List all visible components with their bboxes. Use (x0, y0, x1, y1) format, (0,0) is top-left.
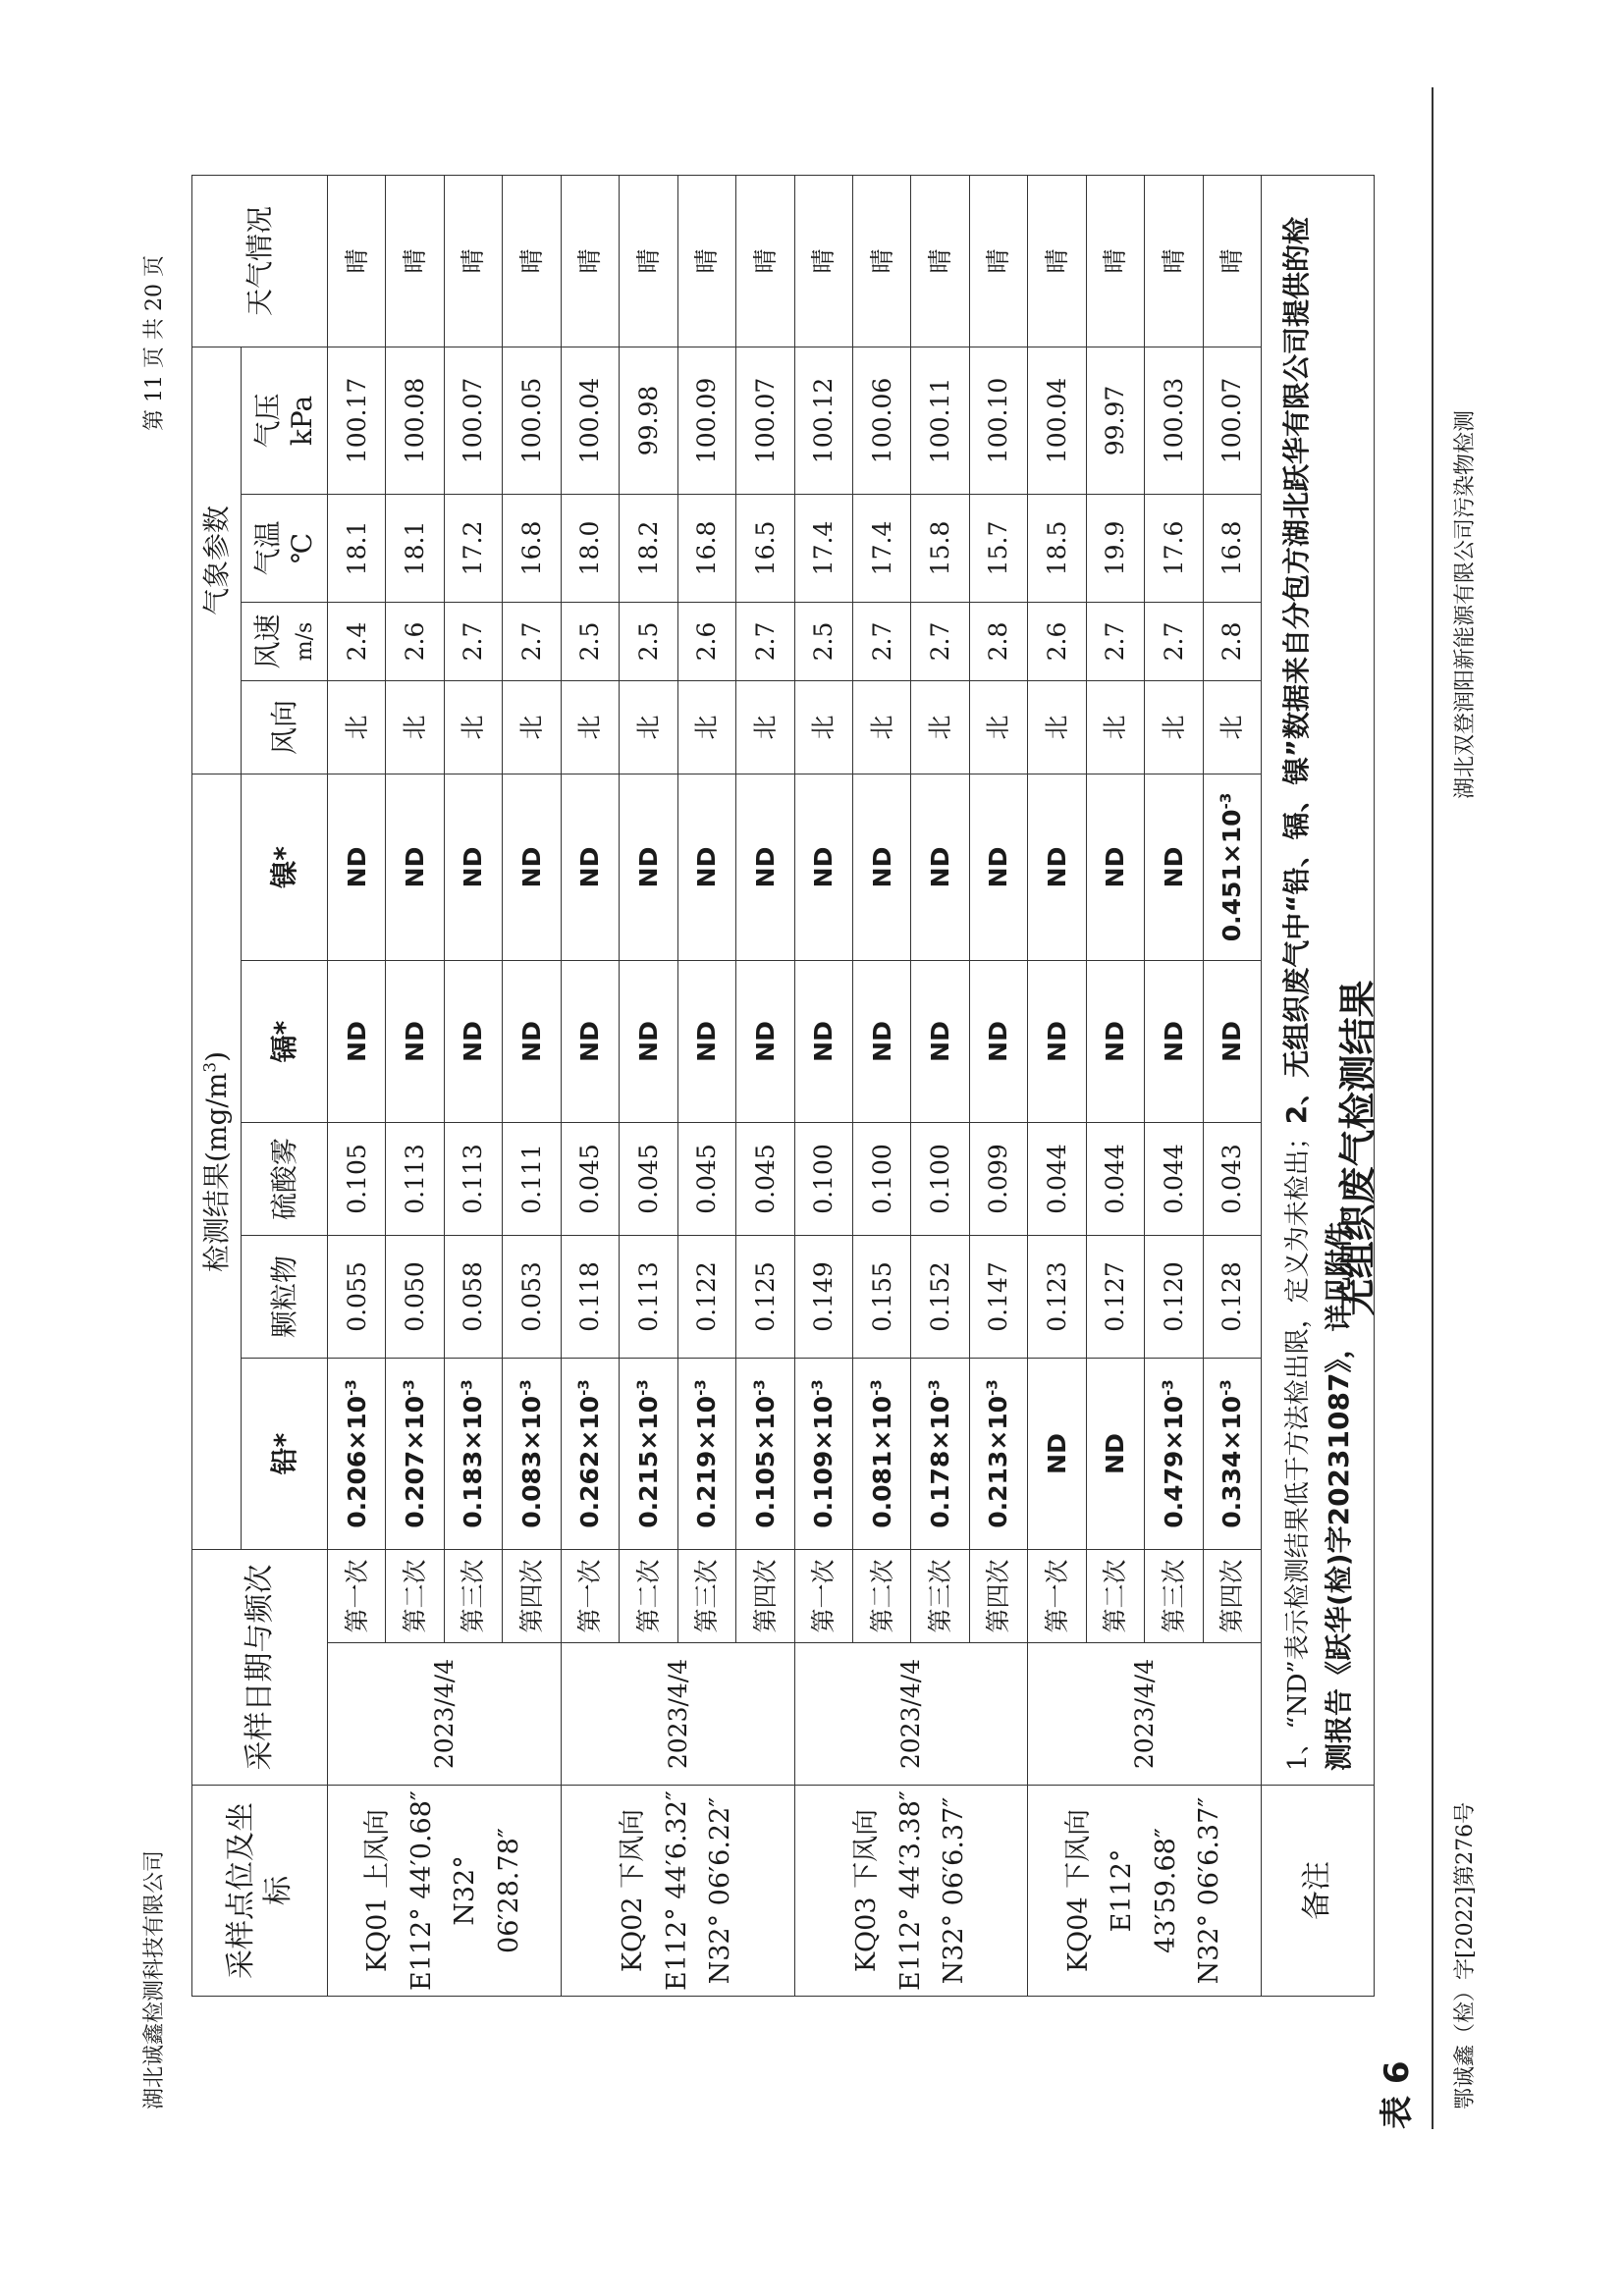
lead-mantissa: 0.206×10 (342, 1395, 371, 1528)
weather-value: 晴 (328, 175, 386, 347)
wind-speed-value: 2.7 (503, 602, 561, 680)
lead-mantissa: 0.207×10 (401, 1395, 430, 1528)
cadmium-value: ND (444, 961, 502, 1123)
weather-value: 晴 (1086, 175, 1144, 347)
wind-speed-value: 2.6 (677, 602, 735, 680)
sampling-point-lon: E112° 43′59.68″ (1107, 1828, 1181, 1953)
sampling-point-name: KQ02 下风向 (618, 1808, 649, 1973)
lead-value (1028, 1359, 1086, 1550)
nickel-mantissa: ND (1042, 846, 1071, 888)
nickel-mantissa: 0.451×10 (1217, 809, 1247, 942)
nickel-mantissa: ND (984, 846, 1013, 888)
particulate-value: 0.128 (1203, 1236, 1261, 1359)
footer-page-number: 第 11 页 共 20 页 (142, 255, 167, 431)
sulfuric-acid-value: 0.111 (503, 1123, 561, 1236)
weather-value: 晴 (1028, 175, 1086, 347)
pressure-value: 100.04 (561, 347, 619, 494)
temperature-value: 18.2 (620, 494, 677, 602)
table-row (1028, 175, 1086, 1996)
nickel-mantissa: ND (633, 846, 663, 888)
nickel-mantissa: ND (692, 846, 722, 888)
cadmium-value: ND (561, 961, 619, 1123)
col-wind-dir: 风向 (242, 680, 328, 774)
wind-direction-value: 北 (794, 680, 852, 774)
temperature-value: 15.7 (969, 494, 1027, 602)
lead-value (852, 1359, 910, 1550)
cadmium-value: ND (1086, 961, 1144, 1123)
results-table (191, 175, 1375, 1997)
temperature-value: 18.0 (561, 494, 619, 602)
wind-direction-value: 北 (1203, 680, 1261, 774)
wind-direction-value: 北 (561, 680, 619, 774)
frequency-cell: 第三次 (1145, 1550, 1203, 1643)
weather-value: 晴 (736, 175, 794, 347)
cadmium-value: ND (386, 961, 444, 1123)
col-location: 采样点位及坐标 (192, 1786, 328, 1997)
pressure-value: 100.17 (328, 347, 386, 494)
sulfuric-acid-value: 0.100 (794, 1123, 852, 1236)
nickel-mantissa: ND (1101, 846, 1130, 888)
temperature-value: 16.8 (1203, 494, 1261, 602)
lead-value (1203, 1359, 1261, 1550)
wind-speed-value: 2.5 (794, 602, 852, 680)
lead-value (969, 1359, 1027, 1550)
particulate-value: 0.053 (503, 1236, 561, 1359)
nickel-mantissa: ND (342, 846, 371, 888)
lead-mantissa: ND (1042, 1433, 1071, 1474)
lead-exponent: -3 (750, 1379, 769, 1396)
temperature-value: 15.8 (911, 494, 969, 602)
cadmium-value: ND (852, 961, 910, 1123)
wind-speed-value: 2.8 (1203, 602, 1261, 680)
nickel-value (386, 774, 444, 960)
sampling-point-lon: E112° 44′3.38″ (894, 1789, 926, 1992)
sampling-point (1028, 1786, 1262, 1997)
wind-direction-value: 北 (736, 680, 794, 774)
nickel-value (1145, 774, 1203, 960)
particulate-value: 0.155 (852, 1236, 910, 1359)
report-number: 鄂诚鑫（检）字[2022]第276号 (1453, 1801, 1478, 2109)
particulate-value: 0.050 (386, 1236, 444, 1359)
sampling-point-lat: N32° 06′6.37″ (1194, 1796, 1225, 1985)
lead-exponent: -3 (400, 1379, 418, 1396)
col-pressure: 气压 kPa (242, 347, 328, 494)
sampling-point-name: KQ04 下风向 (1062, 1808, 1094, 1973)
nickel-value (561, 774, 619, 960)
temperature-value: 18.1 (328, 494, 386, 602)
cadmium-value: ND (1028, 961, 1086, 1123)
pressure-value: 100.12 (794, 347, 852, 494)
nickel-mantissa: ND (401, 846, 430, 888)
wind-direction-value: 北 (969, 680, 1027, 774)
lead-mantissa: 0.081×10 (867, 1395, 896, 1528)
sulfuric-acid-value: 0.100 (852, 1123, 910, 1236)
wind-direction-value: 北 (677, 680, 735, 774)
weather-value: 晴 (911, 175, 969, 347)
pressure-value: 99.97 (1086, 347, 1144, 494)
sulfuric-acid-value: 0.113 (386, 1123, 444, 1236)
table-label: 表 6 (1378, 2060, 1417, 2129)
lead-value (620, 1359, 677, 1550)
weather-value: 晴 (1145, 175, 1203, 347)
particulate-value: 0.127 (1086, 1236, 1144, 1359)
lead-exponent: -3 (867, 1379, 886, 1396)
particulate-value: 0.147 (969, 1236, 1027, 1359)
lead-value (444, 1359, 502, 1550)
weather-value: 晴 (386, 175, 444, 347)
results-body (328, 175, 1262, 1996)
sulfuric-acid-value: 0.044 (1145, 1123, 1203, 1236)
remarks-label: 备注 (1262, 1786, 1375, 1997)
nickel-value (1086, 774, 1144, 960)
nickel-mantissa: ND (925, 846, 954, 888)
col-results-group: 检测结果$(mg/m^3)$ (192, 774, 242, 1549)
weather-value: 晴 (794, 175, 852, 347)
lead-exponent: -3 (984, 1379, 1002, 1396)
sampling-date: 2023/4/4 (561, 1643, 794, 1786)
col-wind-speed: 风速 m/s (242, 602, 328, 680)
nickel-value (969, 774, 1027, 960)
wind-direction-value: 北 (911, 680, 969, 774)
pressure-value: 100.07 (736, 347, 794, 494)
nickel-mantissa: ND (867, 846, 896, 888)
lead-mantissa: 0.105×10 (750, 1395, 780, 1528)
table-row (794, 175, 852, 1996)
cadmium-value: ND (1203, 961, 1261, 1123)
sulfuric-acid-value: 0.045 (736, 1123, 794, 1236)
pressure-value: 100.04 (1028, 347, 1086, 494)
table-title: 无组织废气检测结果 (1335, 980, 1380, 1316)
cadmium-value: ND (1145, 961, 1203, 1123)
table-row (328, 175, 386, 1996)
weather-value: 晴 (444, 175, 502, 347)
frequency-cell: 第三次 (911, 1550, 969, 1643)
sampling-point-lon: E112° 44′6.32″ (661, 1789, 692, 1992)
sulfuric-acid-value: 0.045 (561, 1123, 619, 1236)
weather-value: 晴 (969, 175, 1027, 347)
cadmium-value: ND (911, 961, 969, 1123)
wind-speed-value: 2.5 (620, 602, 677, 680)
wind-direction-value: 北 (1028, 680, 1086, 774)
sulfuric-acid-value: 0.113 (444, 1123, 502, 1236)
cadmium-value: ND (503, 961, 561, 1123)
wind-direction-value: 北 (1145, 680, 1203, 774)
cadmium-value: ND (794, 961, 852, 1123)
wind-direction-value: 北 (444, 680, 502, 774)
lead-value (677, 1359, 735, 1550)
temperature-value: 18.1 (386, 494, 444, 602)
wind-speed-value: 2.7 (911, 602, 969, 680)
wind-speed-value: 2.8 (969, 602, 1027, 680)
lead-mantissa: 0.215×10 (633, 1395, 663, 1528)
sulfuric-acid-value: 0.099 (969, 1123, 1027, 1236)
col-date-freq: 采样日期与频次 (192, 1550, 328, 1786)
cadmium-value: ND (736, 961, 794, 1123)
nickel-value (852, 774, 910, 960)
particulate-value: 0.125 (736, 1236, 794, 1359)
sampling-point-lat: N32° 06′6.22″ (705, 1796, 736, 1985)
lead-exponent: -3 (342, 1379, 360, 1396)
temperature-value: 19.9 (1086, 494, 1144, 602)
frequency-cell: 第三次 (677, 1550, 735, 1643)
header-divider (1432, 87, 1434, 2129)
lead-exponent: -3 (459, 1379, 477, 1396)
wind-direction-value: 北 (386, 680, 444, 774)
sulfuric-acid-value: 0.044 (1086, 1123, 1144, 1236)
client-name: 湖北双登润阳新能源有限公司污染物检测 (1453, 409, 1478, 799)
particulate-value: 0.120 (1145, 1236, 1203, 1359)
weather-value: 晴 (561, 175, 619, 347)
particulate-value: 0.122 (677, 1236, 735, 1359)
wind-speed-value: 2.4 (328, 602, 386, 680)
nickel-value (736, 774, 794, 960)
frequency-cell: 第三次 (444, 1550, 502, 1643)
sampling-date: 2023/4/4 (794, 1643, 1028, 1786)
lead-exponent: -3 (925, 1379, 944, 1396)
sulfuric-acid-value: 0.044 (1028, 1123, 1086, 1236)
lead-value (794, 1359, 852, 1550)
pressure-value: 100.10 (969, 347, 1027, 494)
pressure-value: 100.08 (386, 347, 444, 494)
temperature-value: 16.5 (736, 494, 794, 602)
nickel-mantissa: ND (459, 846, 488, 888)
col-met-group: 气象参数 (192, 347, 242, 774)
sampling-date: 2023/4/4 (1028, 1643, 1262, 1786)
particulate-value: 0.113 (620, 1236, 677, 1359)
nickel-mantissa: ND (1159, 846, 1188, 888)
temperature-value: 16.8 (503, 494, 561, 602)
nickel-value (328, 774, 386, 960)
wind-speed-value: 2.7 (444, 602, 502, 680)
wind-direction-value: 北 (852, 680, 910, 774)
table-row (561, 175, 619, 1996)
nickel-mantissa: ND (809, 846, 839, 888)
particulate-value: 0.058 (444, 1236, 502, 1359)
lead-exponent: -3 (516, 1379, 535, 1396)
lead-exponent: -3 (575, 1379, 594, 1396)
lead-exponent: -3 (633, 1379, 652, 1396)
weather-value: 晴 (1203, 175, 1261, 347)
particulate-value: 0.123 (1028, 1236, 1086, 1359)
frequency-cell: 第四次 (736, 1550, 794, 1643)
lead-exponent: -3 (1159, 1379, 1177, 1396)
sampling-date: 2023/4/4 (328, 1643, 562, 1786)
nickel-value (503, 774, 561, 960)
sampling-point (328, 1786, 562, 1997)
cadmium-value: ND (328, 961, 386, 1123)
footer-company: 湖北诚鑫检测科技有限公司 (142, 1849, 167, 2109)
remarks-text: 1、“ND”表示检测结果低于方法检出限，定义为未检出；2、无组织废气中“铅、镉、镍”数据来自分包方湖北跃华有限公司提供的检 测报告《跃华(检)字20231087》，详见附件。 (1262, 175, 1375, 1785)
lead-value (503, 1359, 561, 1550)
sulfuric-acid-value: 0.045 (677, 1123, 735, 1236)
temperature-value: 17.4 (852, 494, 910, 602)
wind-speed-value: 2.6 (386, 602, 444, 680)
wind-speed-value: 2.7 (1145, 602, 1203, 680)
frequency-cell: 第一次 (794, 1550, 852, 1643)
particulate-value: 0.149 (794, 1236, 852, 1359)
wind-direction-value: 北 (620, 680, 677, 774)
lead-mantissa: 0.262×10 (575, 1395, 605, 1528)
frequency-cell: 第一次 (561, 1550, 619, 1643)
wind-speed-value: 2.7 (852, 602, 910, 680)
nickel-value (1028, 774, 1086, 960)
lead-mantissa: 0.219×10 (692, 1395, 722, 1528)
sulfuric-acid-value: 0.100 (911, 1123, 969, 1236)
weather-value: 晴 (503, 175, 561, 347)
lead-exponent: -3 (808, 1379, 827, 1396)
sampling-point (561, 1786, 794, 1997)
frequency-cell: 第二次 (1086, 1550, 1144, 1643)
frequency-cell: 第一次 (1028, 1550, 1086, 1643)
temperature-value: 18.5 (1028, 494, 1086, 602)
wind-speed-value: 2.6 (1028, 602, 1086, 680)
cadmium-value: ND (969, 961, 1027, 1123)
weather-value: 晴 (852, 175, 910, 347)
lead-value (736, 1359, 794, 1550)
nickel-value (444, 774, 502, 960)
pressure-value: 100.09 (677, 347, 735, 494)
pressure-value: 100.07 (444, 347, 502, 494)
nickel-value (1203, 774, 1261, 960)
pressure-value: 100.03 (1145, 347, 1203, 494)
cadmium-value: ND (620, 961, 677, 1123)
wind-direction-value: 北 (1086, 680, 1144, 774)
nickel-value (794, 774, 852, 960)
sampling-point (794, 1786, 1028, 1997)
pressure-value: 100.05 (503, 347, 561, 494)
frequency-cell: 第二次 (620, 1550, 677, 1643)
particulate-value: 0.055 (328, 1236, 386, 1359)
col-lead: 铅* (242, 1359, 328, 1550)
pressure-value: 100.07 (1203, 347, 1261, 494)
weather-value: 晴 (620, 175, 677, 347)
col-nickel: 镍* (242, 774, 328, 960)
frequency-cell: 第二次 (852, 1550, 910, 1643)
pressure-value: 100.11 (911, 347, 969, 494)
wind-direction-value: 北 (328, 680, 386, 774)
wind-speed-value: 2.7 (1086, 602, 1144, 680)
particulate-value: 0.152 (911, 1236, 969, 1359)
frequency-cell: 第四次 (969, 1550, 1027, 1643)
lead-mantissa: 0.109×10 (809, 1395, 839, 1528)
wind-direction-value: 北 (503, 680, 561, 774)
temperature-value: 17.2 (444, 494, 502, 602)
sulfuric-acid-value: 0.105 (328, 1123, 386, 1236)
sulfuric-acid-value: 0.045 (620, 1123, 677, 1236)
col-cadmium: 镉* (242, 961, 328, 1123)
temperature-value: 16.8 (677, 494, 735, 602)
lead-mantissa: 0.213×10 (984, 1395, 1013, 1528)
lead-value (386, 1359, 444, 1550)
frequency-cell: 第四次 (1203, 1550, 1261, 1643)
nickel-mantissa: ND (575, 846, 605, 888)
sampling-point-name: KQ01 上风向 (362, 1808, 394, 1973)
nickel-mantissa: ND (750, 846, 780, 888)
lead-mantissa: 0.334×10 (1217, 1395, 1247, 1528)
pressure-value: 99.98 (620, 347, 677, 494)
temperature-value: 17.4 (794, 494, 852, 602)
pressure-value: 100.06 (852, 347, 910, 494)
nickel-value (620, 774, 677, 960)
particulate-value: 0.118 (561, 1236, 619, 1359)
lead-value (911, 1359, 969, 1550)
cadmium-value: ND (677, 961, 735, 1123)
nickel-exponent: -3 (1217, 792, 1235, 810)
lead-mantissa: ND (1101, 1433, 1130, 1474)
lead-value (328, 1359, 386, 1550)
lead-value (1086, 1359, 1144, 1550)
nickel-value (911, 774, 969, 960)
wind-speed-value: 2.7 (736, 602, 794, 680)
sampling-point-lat: N32° 06′28.78″ (450, 1828, 524, 1953)
sampling-point-lon: E112° 44′0.68″ (406, 1789, 437, 1992)
lead-value (561, 1359, 619, 1550)
sampling-point-name: KQ03 下风向 (851, 1808, 883, 1973)
col-sulfuric: 硫酸雾 (242, 1123, 328, 1236)
lead-exponent: -3 (1217, 1379, 1235, 1396)
weather-value: 晴 (677, 175, 735, 347)
temperature-value: 17.6 (1145, 494, 1203, 602)
sampling-point-lat: N32° 06′6.37″ (939, 1796, 970, 1985)
lead-mantissa: 0.183×10 (459, 1395, 488, 1528)
lead-value (1145, 1359, 1203, 1550)
lead-mantissa: 0.178×10 (925, 1395, 954, 1528)
frequency-cell: 第四次 (503, 1550, 561, 1643)
lead-mantissa: 0.083×10 (516, 1395, 546, 1528)
frequency-cell: 第二次 (386, 1550, 444, 1643)
col-particulate: 颗粒物 (242, 1236, 328, 1359)
wind-speed-value: 2.5 (561, 602, 619, 680)
nickel-mantissa: ND (516, 846, 546, 888)
sulfuric-acid-value: 0.043 (1203, 1123, 1261, 1236)
frequency-cell: 第一次 (328, 1550, 386, 1643)
nickel-value (677, 774, 735, 960)
lead-exponent: -3 (691, 1379, 710, 1396)
lead-mantissa: 0.479×10 (1159, 1395, 1188, 1528)
col-temp: 气温 ℃ (242, 494, 328, 602)
col-weather: 天气情况 (192, 175, 328, 347)
